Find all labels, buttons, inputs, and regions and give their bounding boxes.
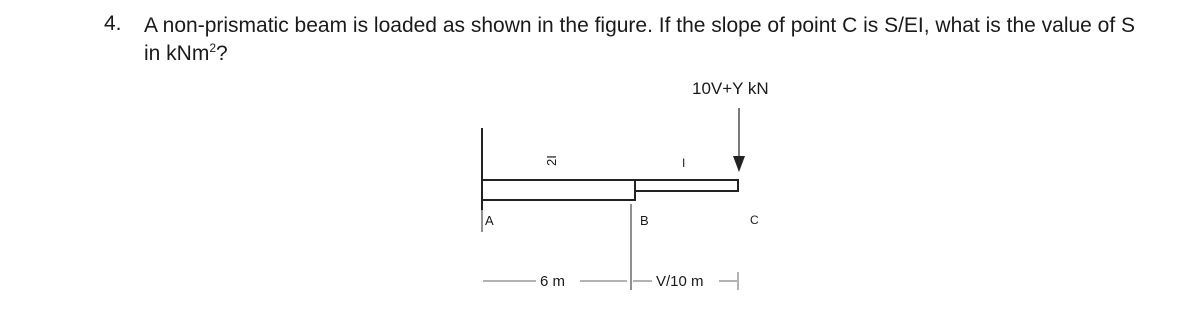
question-line-2-prefix: in kNm <box>144 42 210 65</box>
question-line-1: A non-prismatic beam is loaded as shown in the figure. If the slope of point C is S/EI, what is the value of S <box>144 14 1136 37</box>
beam-segment-i <box>635 180 738 191</box>
beam-segment-2i <box>482 180 635 200</box>
span-bc-label: V/10 m <box>656 273 704 290</box>
load-label: 10V+Y kN <box>692 79 769 98</box>
question-superscript: 2 <box>209 41 217 55</box>
point-a-label: A <box>485 213 494 228</box>
point-b-label: B <box>640 213 649 228</box>
span-ab-label: 6 m <box>540 273 566 290</box>
question-number: 4. <box>104 12 122 35</box>
stiffness-label-2i: 2I <box>544 155 559 166</box>
question-line-2-suffix: ? <box>216 42 228 65</box>
load-arrow-head <box>733 156 745 172</box>
point-c-label: C <box>750 213 759 227</box>
stiffness-label-i: I <box>682 156 686 170</box>
